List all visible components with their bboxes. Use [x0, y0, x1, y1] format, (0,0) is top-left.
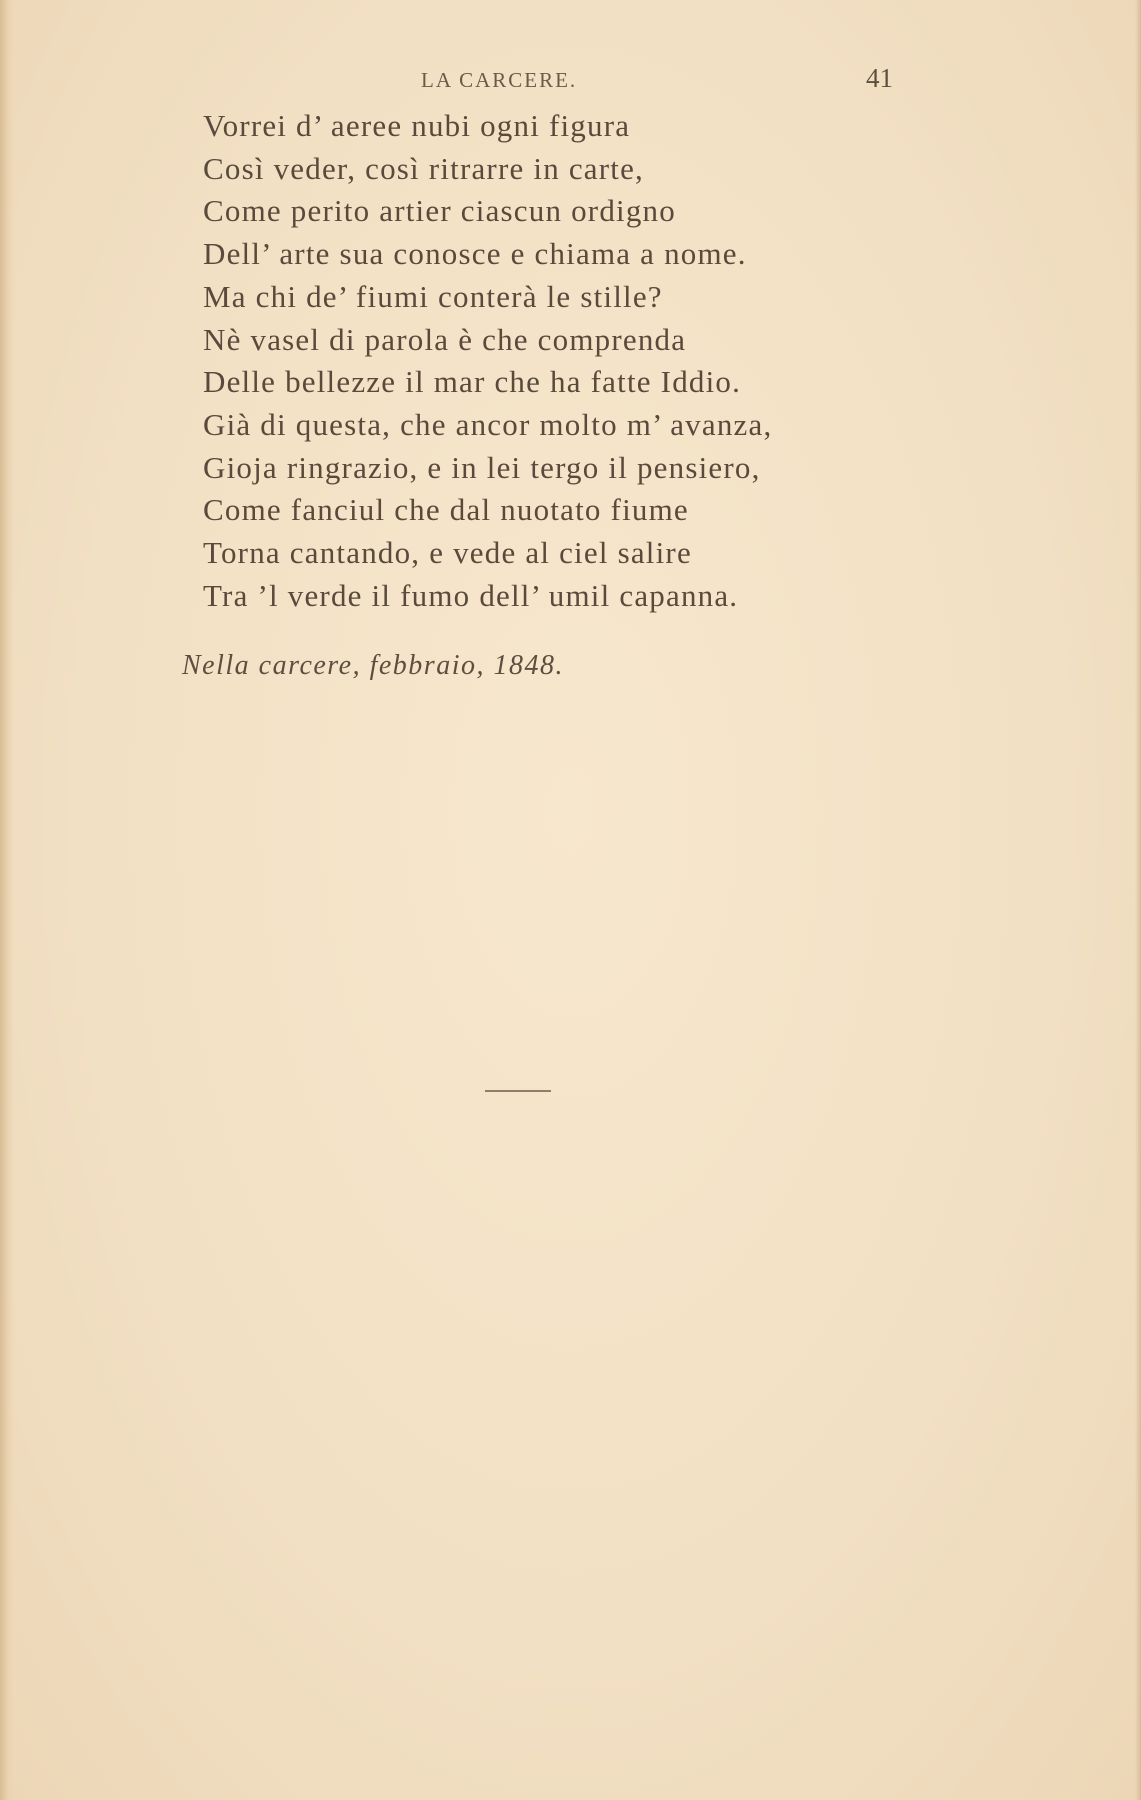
verse-line: Delle bellezze il mar che ha fatte Iddio.	[203, 364, 742, 400]
verse-line: Vorrei d’ aeree nubi ogni figura	[203, 108, 631, 143]
page-edge-shadow	[1135, 0, 1141, 1800]
verse-line: Dell’ arte sua conosce e chiama a nome.	[203, 236, 747, 272]
verse-line: Nè vasel di parola è che comprenda	[203, 321, 687, 357]
verse-line: Come perito artier ciascun ordigno	[203, 193, 676, 229]
page-gutter-shadow	[0, 0, 14, 1800]
poem-verses	[203, 105, 772, 617]
verse-line: Gioja ringrazio, e in lei tergo il pensiero,	[203, 449, 761, 485]
page-number: 41	[866, 63, 893, 93]
verse-line: Tra ’l verde il fumo dell’ umil capanna.	[203, 577, 739, 613]
running-title: LA CARCERE.	[421, 68, 578, 92]
dateline: Nella carcere, febbraio, 1848.	[182, 650, 564, 681]
verse-line: Ma chi de’ fiumi conterà le stille?	[203, 278, 663, 314]
verse-line: Torna cantando, e vede al ciel salire	[203, 535, 692, 571]
verse-line: Come fanciul che dal nuotato fiume	[203, 492, 689, 528]
verse-line: Già di questa, che ancor molto m’ avanza,	[203, 406, 773, 442]
verse-line: Così veder, così ritrarre in carte,	[203, 150, 645, 186]
section-end-rule	[485, 1090, 551, 1092]
